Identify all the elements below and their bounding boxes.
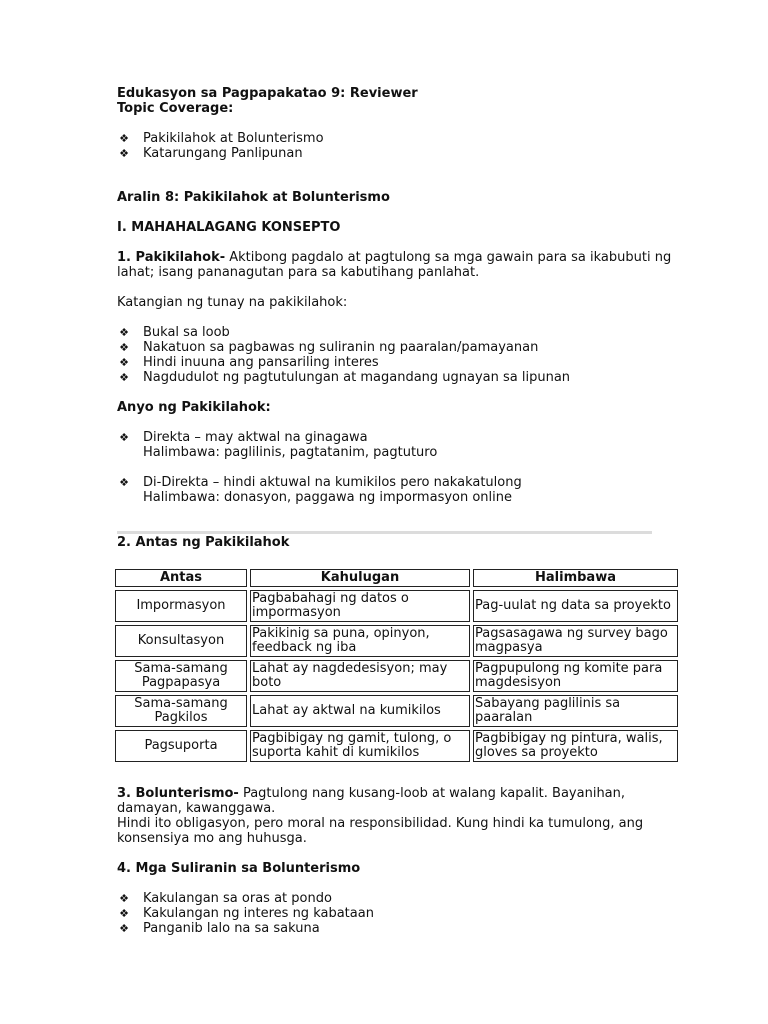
bolunterismo-text: damayan, kawanggawa. [117, 801, 276, 816]
anyo-list-2 [117, 475, 677, 505]
diamond-bullet-icon: ❖ [119, 476, 129, 489]
list-item: ❖ Di-Direkta – hindi aktuwal na kumikilos pero nakakatulong Halimbawa: donasyon, paggawa ng impormasyon online [117, 475, 677, 505]
document-page [117, 86, 677, 505]
suliranin-list [117, 891, 677, 936]
table-cell: Pagbabahagi ng datos o impormasyon [250, 590, 470, 622]
table-cell: Pagsuporta [115, 730, 247, 762]
pakikilahok-definition: 1. Pakikilahok- Aktibong pagdalo at pagtulong sa mga gawain para sa ikabubuti ng [117, 250, 672, 265]
table-cell: Konsultasyon [115, 625, 247, 657]
diamond-bullet-icon: ❖ [119, 132, 129, 145]
topic-coverage-label: Topic Coverage: [117, 101, 234, 116]
table-cell: Pagsasagawa ng survey bago magpasya [473, 625, 678, 657]
topic-coverage-list [117, 131, 677, 161]
table-row [115, 695, 678, 727]
list-item: ❖ Nakatuon sa pagbawas ng suliranin ng paaralan/pamayanan [117, 340, 677, 355]
table-row [115, 730, 678, 762]
diamond-bullet-icon: ❖ [119, 371, 129, 384]
table-cell: Lahat ay aktwal na kumikilos [250, 695, 470, 727]
diamond-bullet-icon: ❖ [119, 907, 129, 920]
table-cell: Pagbibigay ng pintura, walis, gloves sa proyekto [473, 730, 678, 762]
antas-heading: 2. Antas ng Pakikilahok [117, 535, 290, 550]
section-heading: I. MAHAHALAGANG KONSEPTO [117, 220, 341, 235]
document-title: Edukasyon sa Pagpapakatao 9: Reviewer [117, 86, 418, 101]
table-cell: Lahat ay nagdedesisyon; may boto [250, 660, 470, 692]
list-item: ❖ Bukal sa loob [117, 325, 677, 340]
diamond-bullet-icon: ❖ [119, 356, 129, 369]
table-row [115, 660, 678, 692]
bolunterismo-text: Hindi ito obligasyon, pero moral na responsibilidad. Kung hindi ka tumulong, ang [117, 816, 644, 831]
anyo-heading: Anyo ng Pakikilahok: [117, 400, 271, 415]
diamond-bullet-icon: ❖ [119, 341, 129, 354]
column-header-antas: Antas [115, 569, 247, 587]
list-item: ❖ Kakulangan sa oras at pondo [117, 891, 677, 906]
section-divider [117, 531, 652, 534]
lesson-title: Aralin 8: Pakikilahok at Bolunterismo [117, 190, 390, 205]
list-item: ❖ Direkta – may aktwal na ginagawa Halimbawa: paglilinis, pagtatanim, pagtuturo [117, 430, 677, 460]
table-cell: Sabayang paglilinis sa paaralan [473, 695, 678, 727]
table-cell: Pagpupulong ng komite para magdesisyon [473, 660, 678, 692]
table-cell: Sama-samang Pagkilos [115, 695, 247, 727]
antas-section [117, 535, 677, 550]
table-cell: Pakikinig sa puna, opinyon, feedback ng iba [250, 625, 470, 657]
katangian-intro: Katangian ng tunay na pakikilahok: [117, 295, 348, 310]
list-item: ❖ Hindi inuuna ang pansariling interes [117, 355, 677, 370]
diamond-bullet-icon: ❖ [119, 326, 129, 339]
table-cell: Pag-uulat ng data sa proyekto [473, 590, 678, 622]
diamond-bullet-icon: ❖ [119, 147, 129, 160]
diamond-bullet-icon: ❖ [119, 892, 129, 905]
table-cell: Impormasyon [115, 590, 247, 622]
diamond-bullet-icon: ❖ [119, 922, 129, 935]
bolunterismo-definition: 3. Bolunterismo- Pagtulong nang kusang-loob at walang kapalit. Bayanihan, [117, 786, 626, 801]
table-cell: Sama-samang Pagpapasya [115, 660, 247, 692]
list-item: ❖ Pakikilahok at Bolunterismo [117, 131, 677, 146]
suliranin-heading: 4. Mga Suliranin sa Bolunterismo [117, 861, 361, 876]
list-item: ❖ Kakulangan ng interes ng kabataan [117, 906, 677, 921]
column-header-kahulugan: Kahulugan [250, 569, 470, 587]
list-item: ❖ Katarungang Panlipunan [117, 146, 677, 161]
table-row [115, 625, 678, 657]
bolunterismo-section [117, 786, 677, 936]
column-header-halimbawa: Halimbawa [473, 569, 678, 587]
table-cell: Pagbibigay ng gamit, tulong, o suporta kahit di kumikilos [250, 730, 470, 762]
katangian-list [117, 325, 677, 385]
pakikilahok-definition-cont: lahat; isang pananagutan para sa kabutihang panlahat. [117, 265, 480, 280]
anyo-list [117, 430, 677, 460]
bolunterismo-text: konsensiya mo ang huhusga. [117, 831, 307, 846]
antas-table [112, 566, 681, 765]
list-item: ❖ Panganib lalo na sa sakuna [117, 921, 677, 936]
list-item: ❖ Nagdudulot ng pagtutulungan at magandang ugnayan sa lipunan [117, 370, 677, 385]
table-header-row [115, 569, 678, 587]
table-row [115, 590, 678, 622]
diamond-bullet-icon: ❖ [119, 431, 129, 444]
